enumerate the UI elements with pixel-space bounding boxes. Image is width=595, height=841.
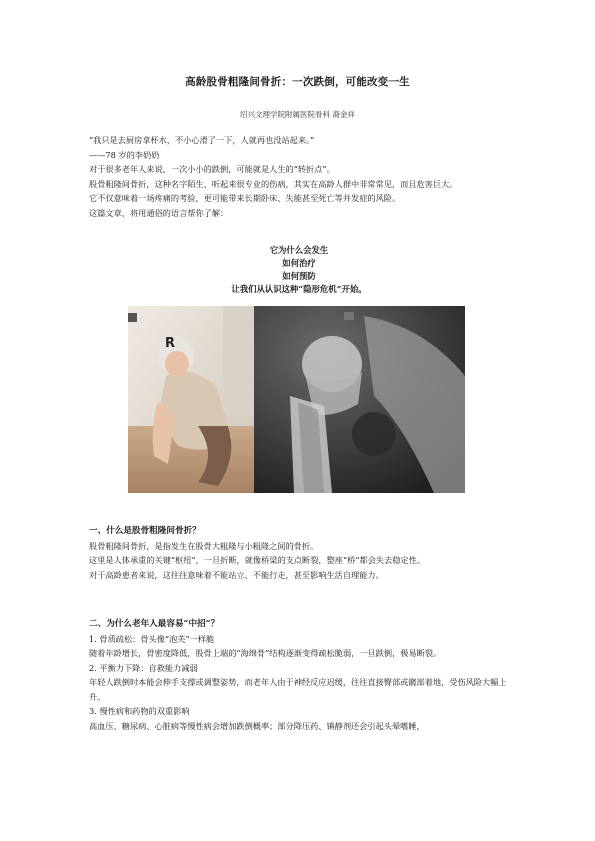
- elderly-woman-fall-photo: [128, 306, 254, 493]
- section-heading: 二、为什么老年人最容易“中招”？: [89, 619, 220, 629]
- xray-side-marker: R: [165, 336, 176, 351]
- hip-xray-image: [254, 306, 465, 493]
- illustration-figure: [128, 306, 465, 493]
- intro-paragraph-1: 对于很多老年人来说，一次小小的跌倒，可能就是人生的“转折点”。: [89, 164, 335, 174]
- page-title: 高龄股骨粗隆间骨折：一次跌倒，可能改变一生: [185, 76, 410, 88]
- section-paragraph: 对于高龄患者来说，这往往意味着不能站立、不能行走，甚至影响生活自理能力。: [89, 569, 384, 580]
- intro-quote: “我只是去厨房拿杯水，不小心滑了一下，人就再也没站起来。”: [89, 135, 315, 145]
- intro-paragraph-2: 股骨粗隆间骨折，这种名字陌生、听起来很专业的伤病，其实在高龄人群中非常常见，而且危害巨大。: [89, 178, 458, 189]
- list-item-text: 高血压、糖尿病、心脏病等慢性病会增加跌倒概率；部分降压药、镇静剂还会引起头晕嗜睡，: [89, 720, 425, 731]
- section-heading: 一、什么是股骨粗隆间骨折？: [89, 526, 201, 536]
- list-item-title: 1. 骨质疏松：骨头像“泡芙”一样脆: [89, 633, 215, 644]
- highlight-list: [89, 244, 509, 296]
- section-paragraph: 股骨粗隆间骨折，是指发生在股骨大粗隆与小粗隆之间的骨折。: [89, 540, 319, 551]
- highlight-item: 它为什么会发生: [269, 245, 329, 255]
- intro-quote-source: ——78 岁的李奶奶: [89, 149, 160, 160]
- highlight-item: 如何预防: [282, 271, 316, 281]
- intro-paragraph-3: 它不仅意味着一场疼痛的考验，更可能带来长期卧床、失能甚至死亡等并发症的风险。: [89, 193, 401, 203]
- section-what-is: [89, 524, 509, 582]
- highlight-item: 让我们从认识这种“隐形危机”开始。: [231, 284, 367, 294]
- intro-paragraph-4: 这篇文章，将用通俗的语言帮你了解：: [89, 207, 229, 218]
- section-why-elderly: [89, 617, 509, 733]
- list-item-text: 随着年龄增长，骨密度降低，股骨上端的“海绵骨”结构逐渐变得疏松脆弱，一旦跌倒，极易断裂。: [89, 648, 442, 658]
- list-item-text: 年轻人跌倒时本能会伸手支撑或调整姿势，而老年人由于神经反应迟缓，往往直接臀部或髋部着地，受伤风险大幅上升。: [89, 677, 507, 702]
- list-item-title: 2. 平衡力下降：自救能力减弱: [89, 662, 198, 673]
- author-line: 绍兴文理学院附属医院骨科 裔金祥: [240, 110, 355, 119]
- highlight-item: 如何治疗: [282, 258, 316, 268]
- intro-section: [89, 133, 509, 220]
- list-item-title: 3. 慢性病和药物的双重影响: [89, 706, 190, 716]
- section-paragraph: 这里是人体承重的关键“枢纽”，一旦折断，就像桥梁的支点断裂，整座“桥”都会失去稳定性。: [89, 555, 426, 565]
